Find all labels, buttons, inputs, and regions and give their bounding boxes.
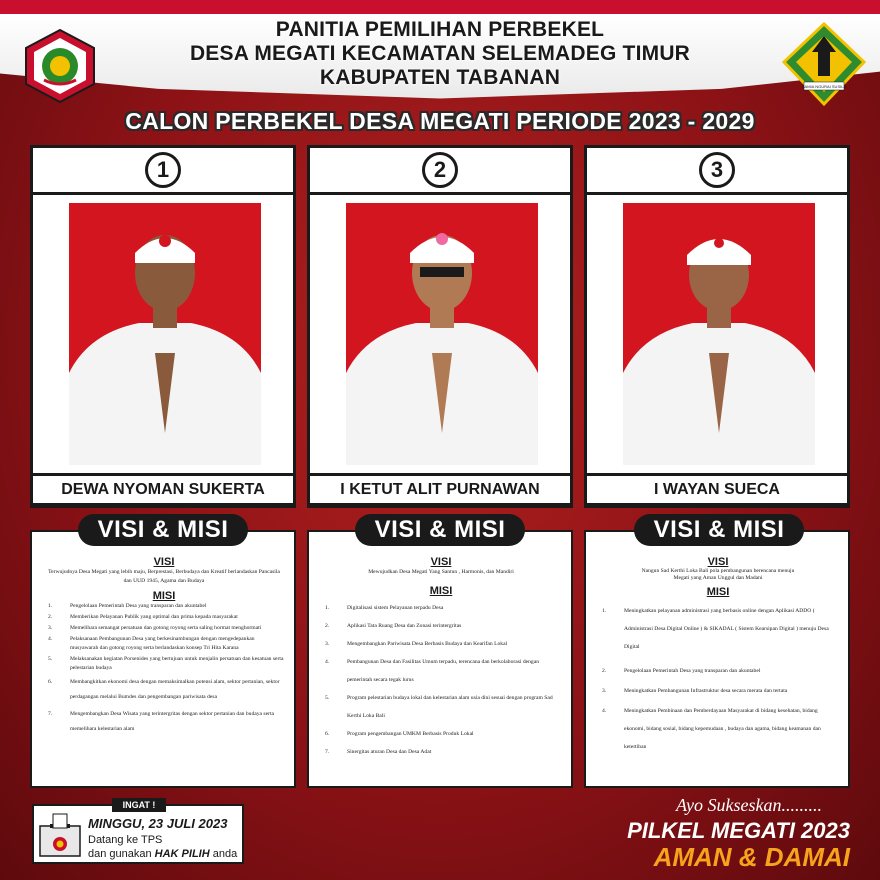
visi-heading: VISI	[707, 556, 729, 568]
misi-heading: MISI	[152, 590, 176, 602]
candidate-photo-frame	[310, 195, 570, 473]
misi-item: 4. Pembangunan Desa dan Fasilitas Umum terpadu, terencana dan berkolaborasi dengan pemerintah secara tegak lurus	[325, 659, 539, 683]
committee-emblem-icon	[22, 28, 98, 104]
aman-damai-text: AMAN & DAMAI	[653, 842, 850, 872]
ballot-box-icon	[38, 812, 82, 858]
candidate-photo	[69, 203, 261, 465]
candidate-card-1	[30, 145, 296, 508]
candidate-card-3	[584, 145, 850, 508]
misi-item: 1. Meningkatkan pelayanan administrasi yang berbasis online dengan Aplikasi ADDO ( Administrasi Desa Digital Online ) & SIKADAL ( Sistem Kearsipan Digital ) menuju Desa Digital	[602, 608, 829, 650]
misi-list	[598, 602, 838, 756]
candidate-card-2	[307, 145, 573, 508]
misi-heading: MISI	[706, 586, 730, 598]
election-date: MINGGU, 23 JULI 2023	[88, 816, 228, 831]
misi-item: 2. Aplikasi Tata Ruang Desa dan Zonasi terintergritas	[325, 623, 462, 629]
candidate-number: 1	[145, 152, 181, 188]
misi-item: 3. Meningkatkan Pembangunan Infrastruktur desa secara merata dan tertata	[602, 688, 788, 694]
misi-item: 2. Pengelolaan Pemerintah Desa yang transparan dan akuntabel	[602, 668, 761, 674]
misi-item: 1. Pengelolaan Pemerintah Desa yang transparan dan akuntabel	[48, 603, 207, 609]
misi-heading: MISI	[429, 585, 453, 597]
visi-misi-panel-2	[307, 530, 573, 788]
slogan-text: Ayo Sukseskan.........	[676, 795, 822, 815]
visi-misi-panel-1	[30, 530, 296, 788]
visi-misi-badge-3: VISI & MISI	[634, 514, 804, 546]
page-subtitle: CALON PERBEKEL DESA MEGATI PERIODE 2023 - 2029	[125, 108, 755, 134]
misi-item: 7. Mengembangkan Desa Wisata yang terintergritas dengan sektor pertanian dan budaya serta memelihara kelestarian alam	[48, 711, 274, 732]
misi-item: 3. Mengembangkan Pariwisata Desa Berbasis Budaya dan Kearifan Lokal	[325, 641, 508, 647]
misi-list	[321, 599, 561, 761]
candidate-photo	[623, 203, 815, 465]
title-line-2: DESA MEGATI KECAMATAN SELEMADEG TIMUR	[189, 42, 691, 65]
title-line-3: KABUPATEN TABANAN	[319, 66, 561, 89]
candidate-name: I KETUT ALIT PURNAWAN	[310, 476, 570, 503]
page-title	[140, 18, 740, 90]
visi-misi-panel-3	[584, 530, 850, 788]
visi-heading: VISI	[153, 556, 175, 568]
candidate-number-box	[310, 148, 570, 192]
info-line-3: dan gunakan HAK PILIH anda	[88, 848, 238, 860]
misi-item: 5. Melaksanakan kegiatan Porsenides yang bertujuan untuk menjalin persatuan dan kesatuan serta pelestarian budaya	[48, 656, 284, 671]
misi-item: 4. Meningkatkan Pembinaan dan Pemberdayaan Masyarakat di bidang kesehatan, bidang ekonomi, bidang sosial, bidang kepemudaan , budaya dan agama, bidang keamanan dan ketertiban	[602, 708, 821, 750]
misi-list	[44, 602, 284, 737]
visi-text: Mewujudkan Desa Megati Yang Santun , Harmonis, dan Mandiri	[368, 569, 514, 575]
info-line-2: Datang ke TPS	[88, 834, 163, 846]
voting-info-box	[32, 804, 244, 864]
ingat-label: INGAT !	[112, 798, 166, 812]
candidate-name: DEWA NYOMAN SUKERTA	[33, 476, 293, 503]
misi-item: 5. Program pelestarian budaya lokal dan kelestarian alam usia dini sesuai dengan program Sad Kerthi Loka Bali	[325, 695, 553, 719]
candidate-number-box	[33, 148, 293, 192]
tabanan-logo-banner-text: SAMIA NGURAI SUSILA	[801, 84, 847, 89]
candidate-number: 3	[699, 152, 735, 188]
candidate-photo-frame	[587, 195, 847, 473]
title-line-1: PANITIA PEMILIHAN PERBEKEL	[275, 18, 605, 41]
misi-item: 6. Membangkitkan ekonomi desa dengan memaksimalkan potensi alam, sektor pertanian, sektor perdagangan melalui Bumdes dan pengembangan pariwisata desa	[48, 679, 280, 700]
visi-text: Nangun Sad Kerthi Loka Bali pola pembangunan berencana menuju Megati yang Aman Unggul dan Madani	[641, 568, 795, 581]
candidate-number-box	[587, 148, 847, 192]
candidate-name: I WAYAN SUECA	[587, 476, 847, 503]
visi-misi-badge-2: VISI & MISI	[355, 514, 525, 546]
candidate-number: 2	[422, 152, 458, 188]
visi-misi-badge-1: VISI & MISI	[78, 514, 248, 546]
tabanan-regency-emblem-icon	[782, 22, 866, 106]
misi-item: 7. Sinergitas aturan Desa dan Desa Adat	[325, 749, 432, 755]
pilkel-title: PILKEL MEGATI 2023	[627, 818, 850, 843]
misi-item: 3. Memelihara semangat persatuan dan gotong royong serta saling hormat menghormati	[48, 625, 262, 631]
visi-text: Terwujudnya Desa Megati yang lebih maju, Berprestasi, Berbudaya dan Kreatif berlandaskan Pancasila dan UUD 1945, Agama dan Budaya	[48, 569, 280, 584]
misi-item: 2. Memberikan Pelayanan Publik yang optimal dan prima kepada masyarakat	[48, 614, 238, 620]
misi-item: 1. Digitalisasi sistem Pelayanan terpadu Desa	[325, 605, 444, 611]
visi-heading: VISI	[430, 556, 452, 568]
candidate-photo-frame	[33, 195, 293, 473]
misi-item: 6. Program pengembangan UMKM Berbasis Produk Lokal	[325, 731, 474, 737]
candidate-photo	[346, 203, 538, 465]
misi-item: 4. Pelaksanaan Pembangunan Desa yang berkesinambungan dengan mengedepankan musyawarah dan gotong royong serta berlandaskan konsep Tri Hita Karana	[48, 636, 255, 651]
